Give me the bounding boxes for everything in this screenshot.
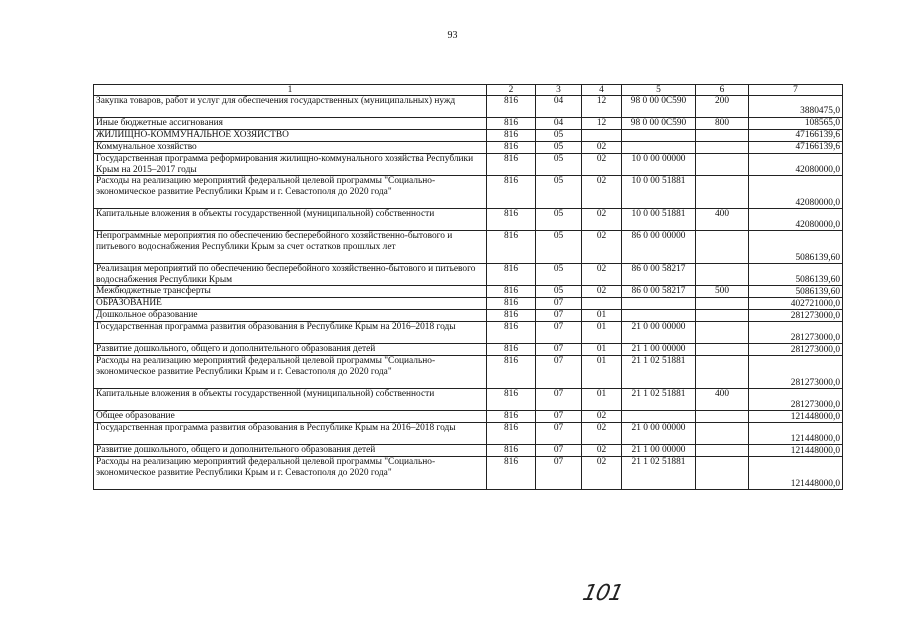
row-amount: 281273000,0 [749,310,843,322]
row-code: 816 [487,118,536,130]
row-type [696,231,749,264]
table-row [94,286,843,298]
row-target [622,142,696,154]
row-section: 05 [536,130,582,142]
row-code: 816 [487,286,536,298]
row-subsection: 02 [582,264,622,286]
table-row [94,130,843,142]
row-section: 07 [536,411,582,423]
header-cell: 2 [487,85,536,96]
header-cell: 7 [749,85,843,96]
row-subsection [582,130,622,142]
row-name: ОБРАЗОВАНИЕ [94,298,487,310]
header-cell: 3 [536,85,582,96]
row-target: 21 0 00 00000 [622,423,696,445]
row-section: 07 [536,356,582,389]
row-target: 21 1 00 00000 [622,445,696,457]
table-row [94,176,843,209]
header-cell: 4 [582,85,622,96]
row-type: 400 [696,389,749,411]
row-subsection: 02 [582,154,622,176]
row-section: 07 [536,445,582,457]
handwritten-page-number: 101 [580,581,625,606]
row-amount: 402721000,0 [749,298,843,310]
row-amount: 42080000,0 [749,154,843,176]
row-type [696,310,749,322]
table-row [94,142,843,154]
row-code: 816 [487,130,536,142]
row-section: 07 [536,298,582,310]
row-type [696,154,749,176]
row-name: Межбюджетные трансферты [94,286,487,298]
row-amount: 5086139,60 [749,286,843,298]
row-section: 07 [536,344,582,356]
row-type: 800 [696,118,749,130]
row-type [696,130,749,142]
row-name: Развитие дошкольного, общего и дополнительного образования детей [94,445,487,457]
row-target: 86 0 00 58217 [622,264,696,286]
row-amount: 47166139,6 [749,130,843,142]
row-type [696,298,749,310]
row-section: 05 [536,154,582,176]
row-subsection: 02 [582,176,622,209]
row-section: 05 [536,264,582,286]
table-row [94,209,843,231]
row-target: 21 1 02 51881 [622,356,696,389]
row-amount: 281273000,0 [749,322,843,344]
row-name: Государственная программа развития образования в Республике Крым на 2016–2018 годы [94,423,487,445]
row-name: Капитальные вложения в объекты государственной (муниципальной) собственности [94,389,487,411]
row-target: 21 0 00 00000 [622,322,696,344]
row-code: 816 [487,344,536,356]
row-type [696,176,749,209]
table-row [94,445,843,457]
row-section: 05 [536,286,582,298]
row-name: Дошкольное образование [94,310,487,322]
row-code: 816 [487,356,536,389]
row-subsection: 01 [582,356,622,389]
header-cell: 5 [622,85,696,96]
row-code: 816 [487,389,536,411]
row-amount: 42080000,0 [749,209,843,231]
row-type [696,142,749,154]
row-code: 816 [487,142,536,154]
row-amount: 121448000,0 [749,445,843,457]
row-amount: 108565,0 [749,118,843,130]
row-name: Капитальные вложения в объекты государственной (муниципальной) собственности [94,209,487,231]
row-target: 98 0 00 0С590 [622,118,696,130]
row-type: 500 [696,286,749,298]
row-type [696,344,749,356]
row-subsection: 01 [582,389,622,411]
row-code: 816 [487,445,536,457]
row-amount: 281273000,0 [749,356,843,389]
row-subsection: 02 [582,142,622,154]
row-target: 86 0 00 00000 [622,231,696,264]
row-amount: 42080000,0 [749,176,843,209]
table-header-row [94,85,843,96]
row-name: Иные бюджетные ассигнования [94,118,487,130]
row-code: 816 [487,176,536,209]
row-name: Расходы на реализацию мероприятий федеральной целевой программы "Социально-экономическое развитие Республики Крым и г. Севастополя до 2020 года" [94,356,487,389]
row-name: Непрограммные мероприятия по обеспечению бесперебойного хозяйственно-бытового и питьевого водоснабжения Республики Крым за счет остатков прошлых лет [94,231,487,264]
row-subsection [582,298,622,310]
row-code: 816 [487,298,536,310]
row-subsection: 12 [582,118,622,130]
row-section: 04 [536,118,582,130]
row-name: Общее образование [94,411,487,423]
row-section: 05 [536,209,582,231]
row-type [696,264,749,286]
row-section: 04 [536,96,582,118]
row-name: Расходы на реализацию мероприятий федеральной целевой программы "Социально-экономическое развитие Республики Крым и г. Севастополя до 2020 года" [94,457,487,490]
row-amount: 47166139,6 [749,142,843,154]
row-name: Коммунальное хозяйство [94,142,487,154]
row-section: 05 [536,176,582,209]
row-target: 21 1 02 51881 [622,457,696,490]
table-row [94,298,843,310]
row-target: 10 0 00 51881 [622,209,696,231]
row-type [696,411,749,423]
row-target [622,298,696,310]
table-row [94,322,843,344]
row-subsection: 02 [582,423,622,445]
table-row [94,411,843,423]
row-section: 07 [536,423,582,445]
row-type [696,356,749,389]
table-row [94,389,843,411]
row-section: 07 [536,389,582,411]
row-amount: 5086139,60 [749,264,843,286]
row-subsection: 02 [582,457,622,490]
table-row [94,457,843,490]
row-name: Государственная программа реформирования жилищно-коммунального хозяйства Республики Крым на 2015–2017 годы [94,154,487,176]
row-subsection: 01 [582,322,622,344]
row-amount: 3880475,0 [749,96,843,118]
table-row [94,356,843,389]
row-amount: 281273000,0 [749,344,843,356]
row-name: Развитие дошкольного, общего и дополнительного образования детей [94,344,487,356]
table-row [94,264,843,286]
row-section: 07 [536,322,582,344]
row-target: 98 0 00 0С590 [622,96,696,118]
header-cell: 6 [696,85,749,96]
table-row [94,154,843,176]
row-code: 816 [487,322,536,344]
row-subsection: 02 [582,209,622,231]
table-row [94,96,843,118]
row-type: 400 [696,209,749,231]
row-name: Закупка товаров, работ и услуг для обеспечения государственных (муниципальных) нужд [94,96,487,118]
row-target: 21 1 02 51881 [622,389,696,411]
table-row [94,310,843,322]
row-target: 86 0 00 58217 [622,286,696,298]
row-target [622,130,696,142]
row-target: 10 0 00 51881 [622,176,696,209]
row-subsection: 02 [582,445,622,457]
table-row [94,344,843,356]
row-code: 816 [487,209,536,231]
row-type [696,445,749,457]
row-amount: 121448000,0 [749,411,843,423]
row-code: 816 [487,310,536,322]
row-code: 816 [487,423,536,445]
row-amount: 121448000,0 [749,457,843,490]
table-row [94,118,843,130]
row-section: 07 [536,457,582,490]
row-code: 816 [487,154,536,176]
row-type [696,457,749,490]
row-amount: 281273000,0 [749,389,843,411]
row-code: 816 [487,264,536,286]
row-subsection: 02 [582,286,622,298]
row-section: 05 [536,142,582,154]
row-type [696,423,749,445]
row-subsection: 12 [582,96,622,118]
row-section: 07 [536,310,582,322]
row-name: Государственная программа развития образования в Республике Крым на 2016–2018 годы [94,322,487,344]
table-row [94,423,843,445]
header-cell: 1 [94,85,487,96]
row-amount: 5086139,60 [749,231,843,264]
row-code: 816 [487,457,536,490]
row-subsection: 01 [582,344,622,356]
budget-table [93,84,843,490]
row-name: Расходы на реализацию мероприятий федеральной целевой программы "Социально-экономическое развитие Республики Крым и г. Севастополя до 2020 года" [94,176,487,209]
row-target: 21 1 00 00000 [622,344,696,356]
page-number: 93 [447,30,458,41]
row-code: 816 [487,231,536,264]
row-type: 200 [696,96,749,118]
row-code: 816 [487,411,536,423]
row-section: 05 [536,231,582,264]
table-row [94,231,843,264]
row-name: ЖИЛИЩНО-КОММУНАЛЬНОЕ ХОЗЯЙСТВО [94,130,487,142]
row-subsection: 02 [582,231,622,264]
row-target [622,411,696,423]
row-name: Реализация мероприятий по обеспечению бесперебойного хозяйственно-бытового и питьевого водоснабжения Республики Крым [94,264,487,286]
row-amount: 121448000,0 [749,423,843,445]
row-target: 10 0 00 00000 [622,154,696,176]
row-target [622,310,696,322]
row-subsection: 02 [582,411,622,423]
row-subsection: 01 [582,310,622,322]
row-type [696,322,749,344]
row-code: 816 [487,96,536,118]
